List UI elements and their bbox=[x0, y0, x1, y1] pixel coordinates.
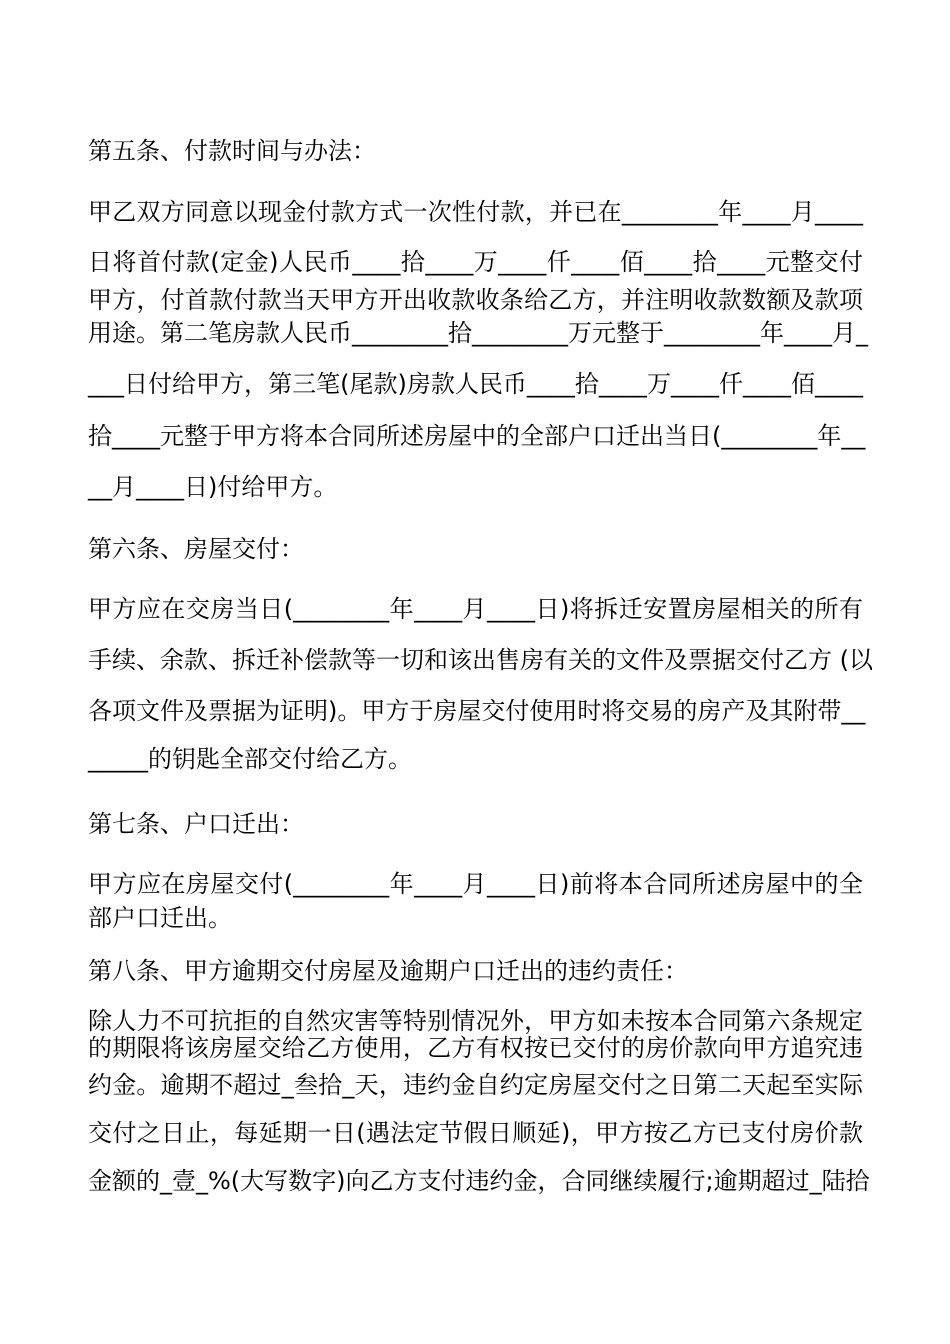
line-3: 日将首付款(定金)人民币____拾____万____仟____佰____拾____元整交付 bbox=[88, 248, 863, 276]
line-17: 第八条、甲方逾期交付房屋及逾期户口迁出的违约责任： bbox=[88, 957, 688, 985]
line-14: 第七条、户口迁出： bbox=[88, 810, 304, 838]
line-8: __月____日)付给甲方。 bbox=[88, 473, 338, 501]
line-15: 甲方应在房屋交付(________年____月____日)前将本合同所述房屋中的全 bbox=[88, 870, 863, 898]
line-19: 的期限将该房屋交给乙方使用，乙方有权按已交付的房价款向甲方追究违 bbox=[88, 1034, 863, 1062]
line-22: 金额的_壹_%(大写数字)向乙方支付违约金，合同继续履行;逾期超过_陆拾 bbox=[88, 1167, 870, 1195]
line-18: 除人力不可抗拒的自然灾害等特别情况外，甲方如未按本合同第六条规定 bbox=[88, 1007, 863, 1035]
line-2: 甲乙双方同意以现金付款方式一次性付款，并已在________年____月____ bbox=[88, 198, 863, 226]
line-9: 第六条、房屋交付： bbox=[88, 535, 304, 563]
line-5: 用途。第二笔房款人民币________拾________万元整于________年____月_ bbox=[88, 319, 868, 347]
line-11: 手续、余款、拆迁补偿款等一切和该出售房有关的文件及票据交付乙方 (以 bbox=[88, 646, 873, 674]
line-7: 拾____元整于甲方将本合同所述房屋中的全部户口迁出当日(________年__ bbox=[88, 422, 866, 450]
line-12: 各项文件及票据为证明)。甲方于房屋交付使用时将交易的房产及其附带__ bbox=[88, 697, 866, 725]
line-16: 部户口迁出。 bbox=[88, 904, 232, 932]
line-1: 第五条、付款时间与办法： bbox=[88, 137, 376, 165]
line-6: ___日付给甲方，第三笔(尾款)房款人民币____拾____万____仟____佰____ bbox=[88, 370, 863, 398]
line-13: _____的钥匙全部交付给乙方。 bbox=[88, 745, 412, 773]
line-21: 交付之日止，每延期一日(遇法定节假日顺延)，甲方按乙方已支付房价款 bbox=[88, 1119, 863, 1147]
line-20: 约金。逾期不超过_叁拾_天，违约金自约定房屋交付之日第二天起至实际 bbox=[88, 1071, 863, 1099]
line-10: 甲方应在交房当日(________年____月____日)将拆迁安置房屋相关的所有 bbox=[88, 595, 863, 623]
line-4: 甲方，付首款付款当天甲方开出收款收条给乙方，并注明收款数额及款项 bbox=[88, 286, 863, 314]
